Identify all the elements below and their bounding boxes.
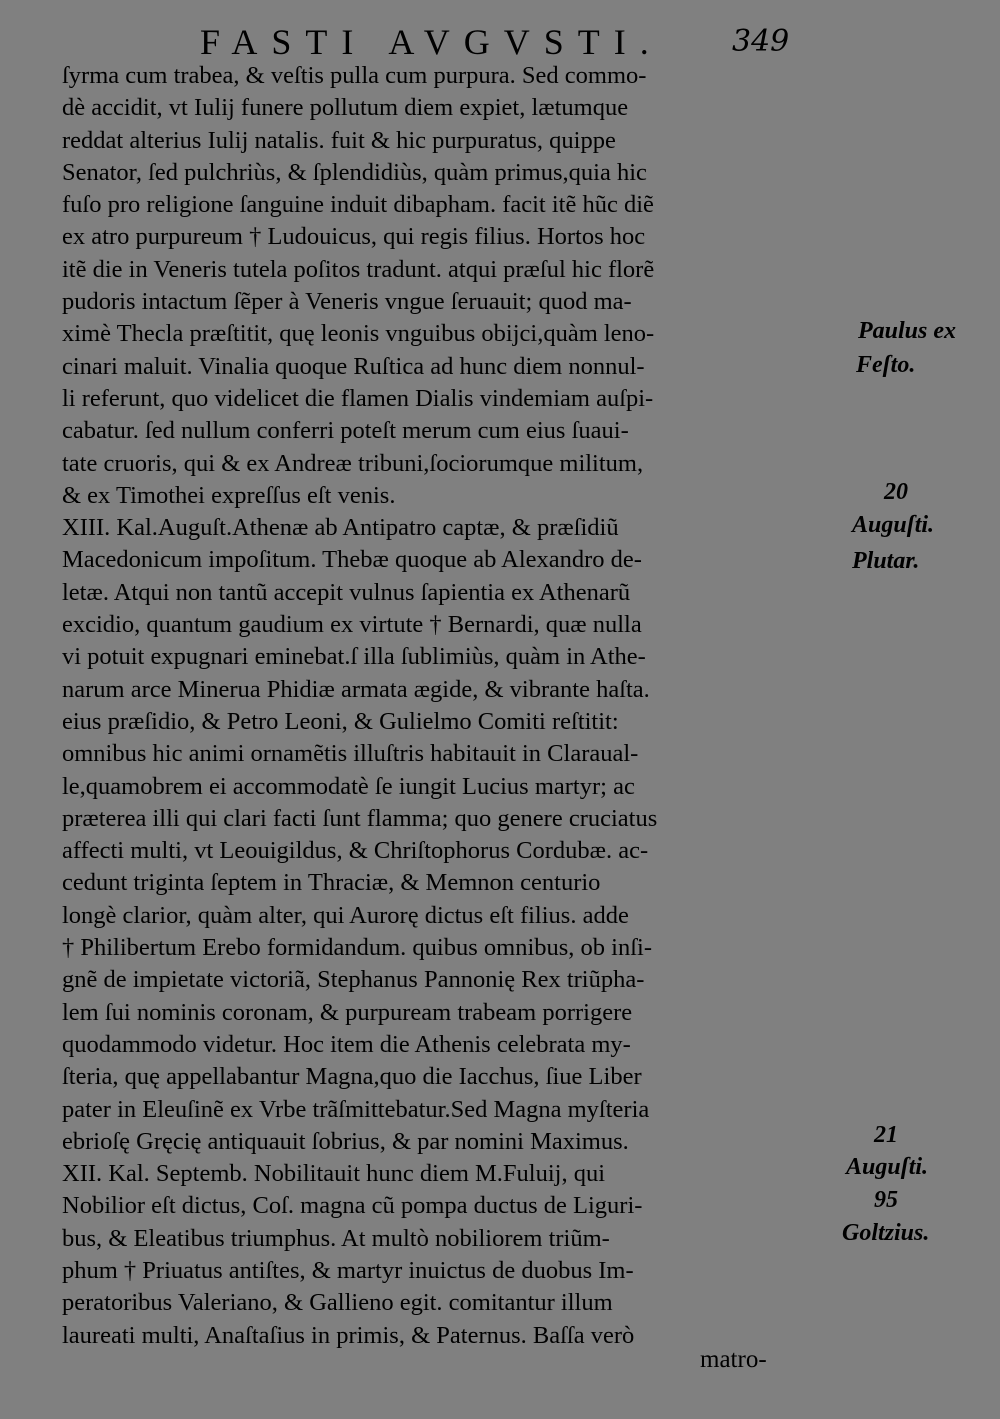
text-line: laureati multi, Anaſtaſius in primis, & Paternus. Baſſa verò <box>62 1321 635 1349</box>
text-line: le,quamobrem ei accommodatè ſe iungit Lucius martyr; ac <box>62 772 635 800</box>
text-line: quodammodo videtur. Hoc item die Athenis celebrata my- <box>62 1030 631 1058</box>
text-line: vi potuit expugnari eminebat.ſ illa ſublimiùs, quàm in Athe- <box>62 643 646 671</box>
margin-note: 20 <box>884 479 908 505</box>
text-line: fuſo pro religione ſanguine induit dibapham. facit itẽ hũc diẽ <box>62 191 654 219</box>
text-line: tate cruoris, qui & ex Andreæ tribuni,ſociorumque militum, <box>62 449 644 477</box>
text-line: li referunt, quo videlicet die flamen Dialis vindemiam auſpi- <box>62 384 654 412</box>
margin-note: Paulus ex <box>858 318 957 344</box>
margin-note: Auguſti. <box>852 512 935 538</box>
catchword: matro- <box>700 1346 767 1373</box>
text-line: ſyrma cum trabea, & veſtis pulla cum purpura. Sed commo- <box>62 62 647 89</box>
text-line: Nobilior eſt dictus, Coſ. magna cũ pompa ductus de Liguri- <box>62 1192 643 1220</box>
body-text <box>62 60 832 1352</box>
text-line: gnẽ de impietate victoriã, Stephanus Pannonię Rex triũpha- <box>62 966 645 994</box>
text-line: ebrioſę Gręcię antiquauit ſobrius, & par nomini Maximus. <box>62 1127 629 1155</box>
text-line: præterea illi qui clari facti ſunt flamma; quo genere cruciatus <box>62 804 658 832</box>
text-line: bus, & Eleatibus triumphus. At multò nobiliorem triũm- <box>62 1224 610 1252</box>
margin-note: 95 <box>874 1187 898 1213</box>
text-line: ximè Thecla præſtitit, quę leonis vnguibus obijci,quàm leno- <box>62 320 655 348</box>
margin-note: 21 <box>874 1122 898 1148</box>
text-line: narum arce Minerua Phidiæ armata ægide, & vibrante haſta. <box>62 675 650 703</box>
text-line: peratoribus Valeriano, & Gallieno egit. comitantur illum <box>62 1289 613 1317</box>
text-line: XIII. Kal.Auguſt.Athenæ ab Antipatro captæ, & præſidiũ <box>62 514 619 542</box>
page-header <box>0 18 1000 66</box>
text-line: phum † Priuatus antiſtes, & martyr inuictus de duobus Im- <box>62 1256 634 1284</box>
text-line: reddat alterius Iulij natalis. fuit & hic purpuratus, quippe <box>62 126 616 154</box>
text-line: ſteria, quę appellabantur Magna,quo die Iacchus, ſiue Liber <box>62 1063 642 1091</box>
running-title: FASTI AVGVSTI. <box>200 22 663 62</box>
text-line: letæ. Atqui non tantũ accepit vulnus ſapientia ex Athenarũ <box>62 578 631 606</box>
text-line: XII. Kal. Septemb. Nobilitauit hunc diem M.Fuluij, qui <box>62 1160 606 1188</box>
text-line: affecti multi, vt Leouigildus, & Chriſtophorus Cordubæ. ac- <box>62 837 649 865</box>
text-line: cabatur. ſed nullum conferri poteſt merum cum eius ſuaui- <box>62 417 629 445</box>
text-line: longè clarior, quàm alter, qui Aurorę dictus eſt filius. adde <box>62 901 629 929</box>
text-line: lem ſui nominis coronam, & purpuream trabeam porrigere <box>62 998 633 1026</box>
margin-note: Feſto. <box>856 352 916 378</box>
text-line: † Philibertum Erebo formidandum. quibus omnibus, ob inſi- <box>62 934 652 962</box>
margin-note: Auguſti. <box>846 1154 929 1180</box>
text-line: Macedonicum impoſitum. Thebæ quoque ab Alexandro de- <box>62 546 642 574</box>
text-line: dè accidit, vt Iulij funere pollutum diem expiet, lætumque <box>62 94 629 122</box>
text-line: cinari maluit. Vinalia quoque Ruſtica ad hunc diem nonnul- <box>62 352 645 380</box>
text-line: excidio, quantum gaudium ex virtute † Bernardi, quæ nulla <box>62 611 642 639</box>
text-line: cedunt triginta ſeptem in Thraciæ, & Memnon centurio <box>62 869 601 897</box>
text-line: ex atro purpureum † Ludouicus, qui regis filius. Hortos hoc <box>62 223 646 251</box>
text-line: pudoris intactum ſẽper à Veneris vngue ſeruauit; quod ma- <box>62 288 632 316</box>
text-line: & ex Timothei expreſſus eſt venis. <box>62 481 396 509</box>
text-line: Senator, ſed pulchriùs, & ſplendidiùs, quàm primus,quia hic <box>62 158 647 186</box>
text-line: eius præſidio, & Petro Leoni, & Gulielmo Comiti reſtitit: <box>62 707 619 735</box>
text-line: pater in Eleuſinẽ ex Vrbe trãſmittebatur.Sed Magna myſteria <box>62 1095 650 1123</box>
text-line: omnibus hic animi ornamẽtis illuſtris habitauit in Claraual- <box>62 740 639 768</box>
text-line: itẽ die in Veneris tutela poſitos tradunt. atqui præſul hic florẽ <box>62 255 655 283</box>
margin-note: Goltzius. <box>842 1220 930 1246</box>
margin-note: Plutar. <box>852 548 920 574</box>
page-number: 349 <box>732 24 790 59</box>
